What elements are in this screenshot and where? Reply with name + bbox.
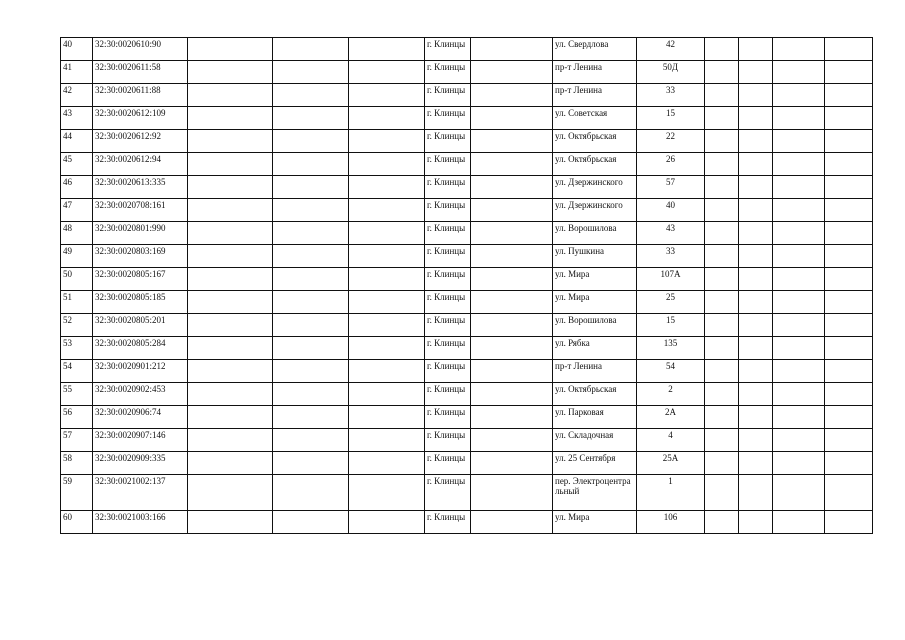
cadastral-number-cell: 32:30:0020805:284: [93, 337, 188, 360]
empty-cell: [739, 130, 773, 153]
street-cell: пр-т Ленина: [553, 61, 637, 84]
empty-cell: [471, 314, 553, 337]
cadastral-number-cell: 32:30:0020613:335: [93, 176, 188, 199]
table-row: [61, 383, 873, 406]
empty-cell: [349, 406, 425, 429]
house-number-cell: 40: [637, 199, 705, 222]
row-number-cell: 40: [61, 38, 93, 61]
cadastral-number-cell: 32:30:0020805:167: [93, 268, 188, 291]
city-cell: г. Клинцы: [425, 130, 471, 153]
empty-cell: [349, 452, 425, 475]
empty-cell: [825, 84, 873, 107]
empty-cell: [773, 107, 825, 130]
empty-cell: [188, 61, 273, 84]
table-row: [61, 199, 873, 222]
empty-cell: [773, 452, 825, 475]
empty-cell: [471, 452, 553, 475]
empty-cell: [825, 291, 873, 314]
empty-cell: [705, 199, 739, 222]
house-number-cell: 26: [637, 153, 705, 176]
empty-cell: [349, 291, 425, 314]
city-cell: г. Клинцы: [425, 360, 471, 383]
city-cell: г. Клинцы: [425, 107, 471, 130]
city-cell: г. Клинцы: [425, 245, 471, 268]
empty-cell: [825, 429, 873, 452]
empty-cell: [739, 452, 773, 475]
empty-cell: [273, 383, 349, 406]
empty-cell: [773, 406, 825, 429]
empty-cell: [471, 245, 553, 268]
cadastral-number-cell: 32:30:0020611:88: [93, 84, 188, 107]
street-cell: ул. Мира: [553, 291, 637, 314]
empty-cell: [739, 222, 773, 245]
table-row: [61, 245, 873, 268]
street-cell: ул. Мира: [553, 268, 637, 291]
street-cell: ул. Октябрьская: [553, 153, 637, 176]
city-cell: г. Клинцы: [425, 268, 471, 291]
empty-cell: [273, 38, 349, 61]
empty-cell: [739, 268, 773, 291]
empty-cell: [739, 383, 773, 406]
empty-cell: [349, 429, 425, 452]
empty-cell: [471, 337, 553, 360]
empty-cell: [739, 84, 773, 107]
empty-cell: [273, 176, 349, 199]
row-number-cell: 43: [61, 107, 93, 130]
empty-cell: [273, 153, 349, 176]
empty-cell: [773, 383, 825, 406]
empty-cell: [705, 314, 739, 337]
table-row: [61, 291, 873, 314]
table-row: [61, 130, 873, 153]
table-row: [61, 337, 873, 360]
city-cell: г. Клинцы: [425, 406, 471, 429]
empty-cell: [825, 452, 873, 475]
empty-cell: [471, 268, 553, 291]
empty-cell: [825, 130, 873, 153]
empty-cell: [349, 222, 425, 245]
empty-cell: [188, 84, 273, 107]
empty-cell: [349, 268, 425, 291]
empty-cell: [705, 383, 739, 406]
empty-cell: [273, 245, 349, 268]
empty-cell: [273, 314, 349, 337]
empty-cell: [349, 383, 425, 406]
empty-cell: [188, 383, 273, 406]
empty-cell: [705, 337, 739, 360]
row-number-cell: 45: [61, 153, 93, 176]
street-cell: ул. Октябрьская: [553, 383, 637, 406]
empty-cell: [188, 360, 273, 383]
empty-cell: [349, 360, 425, 383]
empty-cell: [471, 130, 553, 153]
empty-cell: [825, 511, 873, 534]
city-cell: г. Клинцы: [425, 314, 471, 337]
table-row: [61, 406, 873, 429]
row-number-cell: 48: [61, 222, 93, 245]
city-cell: г. Клинцы: [425, 452, 471, 475]
empty-cell: [273, 360, 349, 383]
empty-cell: [739, 314, 773, 337]
empty-cell: [273, 452, 349, 475]
street-cell: ул. Складочная: [553, 429, 637, 452]
row-number-cell: 54: [61, 360, 93, 383]
empty-cell: [825, 314, 873, 337]
empty-cell: [773, 153, 825, 176]
house-number-cell: 15: [637, 107, 705, 130]
house-number-cell: 33: [637, 245, 705, 268]
empty-cell: [773, 475, 825, 511]
empty-cell: [273, 61, 349, 84]
house-number-cell: 25: [637, 291, 705, 314]
empty-cell: [471, 511, 553, 534]
empty-cell: [188, 130, 273, 153]
row-number-cell: 53: [61, 337, 93, 360]
empty-cell: [773, 130, 825, 153]
cadastral-number-cell: 32:30:0020906:74: [93, 406, 188, 429]
empty-cell: [739, 38, 773, 61]
street-cell: ул. Ворошилова: [553, 222, 637, 245]
empty-cell: [273, 337, 349, 360]
empty-cell: [705, 511, 739, 534]
house-number-cell: 50Д: [637, 61, 705, 84]
row-number-cell: 59: [61, 475, 93, 511]
empty-cell: [349, 38, 425, 61]
row-number-cell: 55: [61, 383, 93, 406]
empty-cell: [471, 61, 553, 84]
empty-cell: [773, 199, 825, 222]
house-number-cell: 107А: [637, 268, 705, 291]
cadastral-number-cell: 32:30:0020803:169: [93, 245, 188, 268]
empty-cell: [188, 406, 273, 429]
empty-cell: [188, 153, 273, 176]
empty-cell: [471, 176, 553, 199]
table-row: [61, 360, 873, 383]
cadastral-number-cell: 32:30:0020708:161: [93, 199, 188, 222]
empty-cell: [825, 383, 873, 406]
empty-cell: [349, 84, 425, 107]
empty-cell: [349, 245, 425, 268]
street-cell: ул. Мира: [553, 511, 637, 534]
empty-cell: [773, 222, 825, 245]
empty-cell: [705, 222, 739, 245]
empty-cell: [705, 38, 739, 61]
empty-cell: [471, 222, 553, 245]
row-number-cell: 44: [61, 130, 93, 153]
property-table: [60, 37, 873, 534]
street-cell: пр-т Ленина: [553, 360, 637, 383]
empty-cell: [773, 314, 825, 337]
table-row: [61, 429, 873, 452]
cadastral-number-cell: 32:30:0020805:185: [93, 291, 188, 314]
empty-cell: [825, 153, 873, 176]
empty-cell: [471, 153, 553, 176]
empty-cell: [825, 475, 873, 511]
empty-cell: [471, 84, 553, 107]
empty-cell: [773, 360, 825, 383]
empty-cell: [188, 314, 273, 337]
empty-cell: [739, 429, 773, 452]
cadastral-number-cell: 32:30:0020612:92: [93, 130, 188, 153]
empty-cell: [273, 406, 349, 429]
empty-cell: [705, 130, 739, 153]
empty-cell: [705, 475, 739, 511]
house-number-cell: 15: [637, 314, 705, 337]
cadastral-number-cell: 32:30:0020901:212: [93, 360, 188, 383]
empty-cell: [825, 199, 873, 222]
street-cell: ул. Ворошилова: [553, 314, 637, 337]
empty-cell: [188, 337, 273, 360]
city-cell: г. Клинцы: [425, 511, 471, 534]
empty-cell: [739, 107, 773, 130]
empty-cell: [825, 245, 873, 268]
city-cell: г. Клинцы: [425, 291, 471, 314]
empty-cell: [739, 176, 773, 199]
empty-cell: [773, 176, 825, 199]
empty-cell: [471, 383, 553, 406]
empty-cell: [471, 38, 553, 61]
empty-cell: [349, 176, 425, 199]
city-cell: г. Клинцы: [425, 153, 471, 176]
empty-cell: [188, 475, 273, 511]
empty-cell: [825, 222, 873, 245]
empty-cell: [188, 176, 273, 199]
row-number-cell: 50: [61, 268, 93, 291]
empty-cell: [773, 84, 825, 107]
empty-cell: [188, 511, 273, 534]
table-row: [61, 153, 873, 176]
cadastral-number-cell: 32:30:0021002:137: [93, 475, 188, 511]
street-cell: пр-т Ленина: [553, 84, 637, 107]
table-row: [61, 222, 873, 245]
house-number-cell: 33: [637, 84, 705, 107]
empty-cell: [273, 222, 349, 245]
cadastral-number-cell: 32:30:0021003:166: [93, 511, 188, 534]
empty-cell: [471, 406, 553, 429]
city-cell: г. Клинцы: [425, 383, 471, 406]
table-row: [61, 38, 873, 61]
row-number-cell: 58: [61, 452, 93, 475]
house-number-cell: 1: [637, 475, 705, 511]
empty-cell: [825, 107, 873, 130]
cadastral-number-cell: 32:30:0020907:146: [93, 429, 188, 452]
cadastral-number-cell: 32:30:0020612:94: [93, 153, 188, 176]
empty-cell: [273, 199, 349, 222]
cadastral-number-cell: 32:30:0020612:109: [93, 107, 188, 130]
empty-cell: [739, 360, 773, 383]
empty-cell: [705, 61, 739, 84]
house-number-cell: 106: [637, 511, 705, 534]
empty-cell: [739, 511, 773, 534]
empty-cell: [188, 38, 273, 61]
city-cell: г. Клинцы: [425, 84, 471, 107]
empty-cell: [705, 429, 739, 452]
empty-cell: [188, 199, 273, 222]
empty-cell: [188, 291, 273, 314]
row-number-cell: 42: [61, 84, 93, 107]
house-number-cell: 4: [637, 429, 705, 452]
empty-cell: [739, 245, 773, 268]
empty-cell: [471, 199, 553, 222]
table-row: [61, 511, 873, 534]
city-cell: г. Клинцы: [425, 429, 471, 452]
empty-cell: [188, 429, 273, 452]
street-cell: ул. Дзержинского: [553, 176, 637, 199]
empty-cell: [471, 291, 553, 314]
empty-cell: [349, 61, 425, 84]
row-number-cell: 52: [61, 314, 93, 337]
empty-cell: [273, 84, 349, 107]
empty-cell: [705, 245, 739, 268]
empty-cell: [273, 291, 349, 314]
empty-cell: [739, 406, 773, 429]
empty-cell: [705, 153, 739, 176]
table-row: [61, 61, 873, 84]
row-number-cell: 56: [61, 406, 93, 429]
house-number-cell: 43: [637, 222, 705, 245]
empty-cell: [705, 291, 739, 314]
empty-cell: [773, 291, 825, 314]
table-row: [61, 452, 873, 475]
street-cell: ул. Пушкина: [553, 245, 637, 268]
table-row: [61, 268, 873, 291]
house-number-cell: 2: [637, 383, 705, 406]
house-number-cell: 57: [637, 176, 705, 199]
house-number-cell: 25А: [637, 452, 705, 475]
row-number-cell: 60: [61, 511, 93, 534]
empty-cell: [773, 268, 825, 291]
empty-cell: [739, 291, 773, 314]
cadastral-number-cell: 32:30:0020611:58: [93, 61, 188, 84]
empty-cell: [825, 268, 873, 291]
empty-cell: [471, 360, 553, 383]
table-row: [61, 475, 873, 511]
row-number-cell: 46: [61, 176, 93, 199]
house-number-cell: 54: [637, 360, 705, 383]
empty-cell: [705, 452, 739, 475]
street-cell: ул. 25 Сентября: [553, 452, 637, 475]
street-cell: пер. Электроцентральный: [553, 475, 637, 511]
house-number-cell: 135: [637, 337, 705, 360]
empty-cell: [825, 406, 873, 429]
empty-cell: [773, 429, 825, 452]
city-cell: г. Клинцы: [425, 38, 471, 61]
empty-cell: [188, 268, 273, 291]
row-number-cell: 51: [61, 291, 93, 314]
city-cell: г. Клинцы: [425, 222, 471, 245]
empty-cell: [349, 511, 425, 534]
cadastral-number-cell: 32:30:0020801:990: [93, 222, 188, 245]
empty-cell: [188, 107, 273, 130]
empty-cell: [705, 107, 739, 130]
empty-cell: [825, 38, 873, 61]
empty-cell: [739, 61, 773, 84]
cadastral-number-cell: 32:30:0020909:335: [93, 452, 188, 475]
empty-cell: [705, 406, 739, 429]
house-number-cell: 42: [637, 38, 705, 61]
table-row: [61, 176, 873, 199]
empty-cell: [471, 107, 553, 130]
empty-cell: [739, 199, 773, 222]
empty-cell: [349, 475, 425, 511]
empty-cell: [705, 268, 739, 291]
city-cell: г. Клинцы: [425, 199, 471, 222]
empty-cell: [273, 268, 349, 291]
row-number-cell: 57: [61, 429, 93, 452]
empty-cell: [349, 153, 425, 176]
empty-cell: [773, 511, 825, 534]
table-row: [61, 84, 873, 107]
empty-cell: [705, 176, 739, 199]
empty-cell: [188, 245, 273, 268]
city-cell: г. Клинцы: [425, 337, 471, 360]
table-row: [61, 107, 873, 130]
street-cell: ул. Октябрьская: [553, 130, 637, 153]
empty-cell: [773, 38, 825, 61]
table-row: [61, 314, 873, 337]
house-number-cell: 2А: [637, 406, 705, 429]
street-cell: ул. Рябка: [553, 337, 637, 360]
empty-cell: [773, 245, 825, 268]
cadastral-number-cell: 32:30:0020610:90: [93, 38, 188, 61]
empty-cell: [739, 475, 773, 511]
empty-cell: [773, 337, 825, 360]
cadastral-number-cell: 32:30:0020805:201: [93, 314, 188, 337]
empty-cell: [773, 61, 825, 84]
empty-cell: [825, 337, 873, 360]
empty-cell: [349, 199, 425, 222]
empty-cell: [349, 130, 425, 153]
empty-cell: [273, 511, 349, 534]
street-cell: ул. Советская: [553, 107, 637, 130]
row-number-cell: 49: [61, 245, 93, 268]
empty-cell: [825, 61, 873, 84]
empty-cell: [188, 222, 273, 245]
empty-cell: [739, 337, 773, 360]
empty-cell: [273, 130, 349, 153]
empty-cell: [273, 107, 349, 130]
street-cell: ул. Дзержинского: [553, 199, 637, 222]
street-cell: ул. Свердлова: [553, 38, 637, 61]
cadastral-number-cell: 32:30:0020902:453: [93, 383, 188, 406]
house-number-cell: 22: [637, 130, 705, 153]
empty-cell: [349, 107, 425, 130]
city-cell: г. Клинцы: [425, 475, 471, 511]
empty-cell: [705, 84, 739, 107]
street-cell: ул. Парковая: [553, 406, 637, 429]
empty-cell: [825, 176, 873, 199]
empty-cell: [471, 429, 553, 452]
empty-cell: [471, 475, 553, 511]
empty-cell: [188, 452, 273, 475]
city-cell: г. Клинцы: [425, 61, 471, 84]
empty-cell: [349, 337, 425, 360]
empty-cell: [273, 475, 349, 511]
table-body: [61, 38, 873, 534]
row-number-cell: 47: [61, 199, 93, 222]
city-cell: г. Клинцы: [425, 176, 471, 199]
empty-cell: [739, 153, 773, 176]
empty-cell: [273, 429, 349, 452]
row-number-cell: 41: [61, 61, 93, 84]
empty-cell: [349, 314, 425, 337]
empty-cell: [705, 360, 739, 383]
empty-cell: [825, 360, 873, 383]
